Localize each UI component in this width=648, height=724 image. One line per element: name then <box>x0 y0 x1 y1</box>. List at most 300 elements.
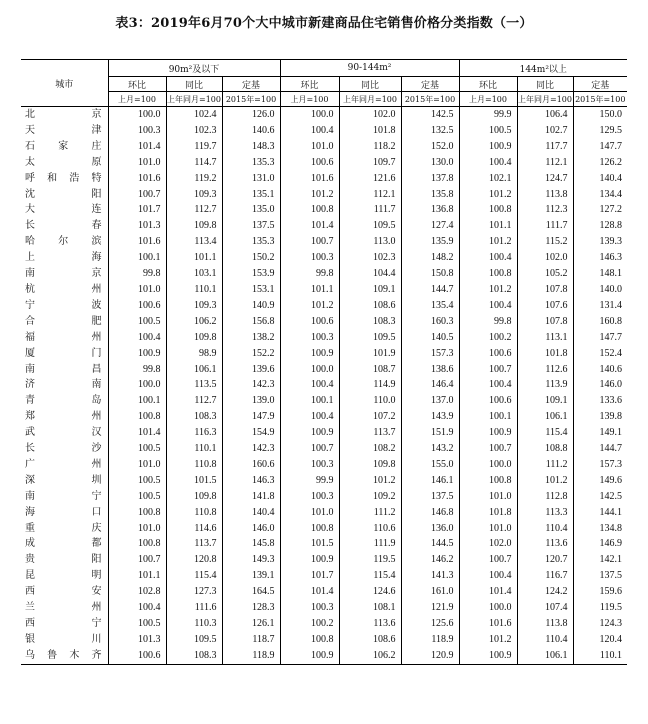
index-value: 107.2 <box>339 409 401 425</box>
table-row <box>21 298 627 314</box>
index-value: 102.7 <box>517 123 573 139</box>
index-value: 109.7 <box>339 155 401 171</box>
index-value: 100.1 <box>280 393 339 409</box>
table-row <box>21 648 627 664</box>
index-value: 160.8 <box>599 315 623 327</box>
index-value: 117.7 <box>517 139 573 155</box>
sub-header-mom: 环比 <box>280 77 339 92</box>
index-value: 113.7 <box>166 536 222 552</box>
index-value: 99.9 <box>459 107 517 123</box>
index-value: 118.9 <box>401 632 459 648</box>
city-name: 福州 <box>21 330 108 346</box>
table-row <box>21 362 627 378</box>
index-value: 120.4 <box>599 633 623 645</box>
index-value: 100.5 <box>108 616 166 632</box>
index-value: 127.2 <box>599 204 623 216</box>
city-name: 杭州 <box>21 282 108 298</box>
index-value: 106.1 <box>517 409 573 425</box>
index-value: 142.5 <box>599 490 623 502</box>
index-value: 100.0 <box>459 600 517 616</box>
index-value: 146.1 <box>401 473 459 489</box>
index-value: 100.4 <box>459 298 517 314</box>
index-value: 100.3 <box>280 600 339 616</box>
index-value: 101.0 <box>108 155 166 171</box>
index-value: 113.9 <box>517 377 573 393</box>
index-value: 100.6 <box>108 648 166 664</box>
table-row <box>21 584 627 600</box>
index-value: 101.7 <box>108 202 166 218</box>
sub-header-fixed: 定基 <box>573 77 627 92</box>
index-value: 101.2 <box>280 187 339 203</box>
index-value: 101.6 <box>108 234 166 250</box>
index-value: 153.9 <box>222 266 280 282</box>
index-value: 140.0 <box>599 283 623 295</box>
city-name: 北京 <box>21 107 108 123</box>
sub-header-mom: 环比 <box>459 77 517 92</box>
index-value: 115.2 <box>517 234 573 250</box>
index-value: 119.2 <box>166 171 222 187</box>
index-value: 100.2 <box>459 330 517 346</box>
index-value: 120.9 <box>401 648 459 664</box>
index-value: 113.1 <box>517 330 573 346</box>
index-value: 102.1 <box>459 171 517 187</box>
index-value: 100.5 <box>108 473 166 489</box>
index-value: 144.7 <box>401 282 459 298</box>
index-value: 124.7 <box>517 171 573 187</box>
base-header-mom: 上月=100 <box>108 92 166 107</box>
index-value: 100.8 <box>459 266 517 282</box>
index-value: 150.8 <box>401 266 459 282</box>
index-value: 98.9 <box>166 346 222 362</box>
index-value: 109.8 <box>166 218 222 234</box>
index-value: 115.4 <box>339 568 401 584</box>
index-value: 101.8 <box>339 123 401 139</box>
index-value: 155.0 <box>401 457 459 473</box>
city-name: 武汉 <box>21 425 108 441</box>
index-value: 101.5 <box>166 473 222 489</box>
table-row <box>21 377 627 393</box>
index-value: 119.5 <box>599 602 623 614</box>
index-value: 100.8 <box>459 473 517 489</box>
index-value: 100.4 <box>459 155 517 171</box>
index-value: 100.8 <box>280 632 339 648</box>
group-header-large: 144m²以上 <box>459 60 627 77</box>
index-value: 143.9 <box>401 409 459 425</box>
index-value: 100.4 <box>280 409 339 425</box>
sub-header-yoy: 同比 <box>517 77 573 92</box>
index-value: 100.9 <box>459 648 517 664</box>
index-value: 157.3 <box>401 346 459 362</box>
index-value: 141.8 <box>222 489 280 505</box>
index-value: 111.7 <box>517 218 573 234</box>
index-value: 135.4 <box>401 298 459 314</box>
index-value: 101.2 <box>459 187 517 203</box>
index-value: 131.0 <box>222 171 280 187</box>
index-value: 110.8 <box>166 505 222 521</box>
table-row <box>21 266 627 282</box>
city-name: 太原 <box>21 155 108 171</box>
table-row <box>21 616 627 632</box>
index-value: 161.0 <box>401 584 459 600</box>
index-value: 120.7 <box>517 552 573 568</box>
index-value: 109.5 <box>339 218 401 234</box>
index-value: 144.1 <box>599 506 623 518</box>
table-row <box>21 552 627 568</box>
table-row <box>21 441 627 457</box>
price-index-table <box>21 59 627 665</box>
index-value: 100.3 <box>280 457 339 473</box>
index-value: 108.7 <box>339 362 401 378</box>
city-name: 天津 <box>21 123 108 139</box>
sub-header-mom: 环比 <box>108 77 166 92</box>
index-value: 110.4 <box>517 521 573 537</box>
index-value: 139.0 <box>222 393 280 409</box>
index-value: 100.9 <box>108 346 166 362</box>
index-value: 100.7 <box>280 441 339 457</box>
group-header-small: 90m²及以下 <box>108 60 280 77</box>
index-value: 150.0 <box>599 109 623 120</box>
city-name: 成都 <box>21 536 108 552</box>
index-value: 101.2 <box>517 473 573 489</box>
index-value: 148.1 <box>599 268 623 280</box>
index-value: 126.1 <box>222 616 280 632</box>
base-header-yoy: 上年同月=100 <box>517 92 573 107</box>
city-name: 深圳 <box>21 473 108 489</box>
index-value: 104.4 <box>339 266 401 282</box>
index-value: 109.8 <box>166 489 222 505</box>
index-value: 106.1 <box>517 648 573 664</box>
index-value: 100.0 <box>280 107 339 123</box>
city-name: 广州 <box>21 457 108 473</box>
index-value: 112.1 <box>339 187 401 203</box>
index-value: 110.1 <box>599 649 623 661</box>
index-value: 100.6 <box>108 298 166 314</box>
index-value: 100.9 <box>280 425 339 441</box>
index-value: 154.9 <box>222 425 280 441</box>
city-column-header: 城市 <box>21 60 108 107</box>
index-value: 157.3 <box>599 458 623 470</box>
index-value: 126.2 <box>599 156 623 168</box>
index-value: 100.6 <box>280 314 339 330</box>
index-value: 126.0 <box>222 107 280 123</box>
city-name: 上海 <box>21 250 108 266</box>
table-row <box>21 202 627 218</box>
index-value: 107.8 <box>517 314 573 330</box>
index-value: 135.8 <box>401 187 459 203</box>
city-name: 西安 <box>21 584 108 600</box>
index-value: 99.8 <box>108 266 166 282</box>
index-value: 114.6 <box>166 521 222 537</box>
index-value: 142.3 <box>222 377 280 393</box>
city-name: 重庆 <box>21 521 108 537</box>
index-value: 108.1 <box>339 600 401 616</box>
index-value: 101.0 <box>459 489 517 505</box>
city-name: 郑州 <box>21 409 108 425</box>
index-value: 113.7 <box>339 425 401 441</box>
index-value: 110.1 <box>166 282 222 298</box>
index-value: 135.3 <box>222 234 280 250</box>
index-value: 102.4 <box>166 107 222 123</box>
index-value: 139.3 <box>599 236 623 248</box>
index-value: 137.0 <box>401 393 459 409</box>
table-row <box>21 234 627 250</box>
city-name: 乌鲁木齐 <box>21 648 108 664</box>
index-value: 145.8 <box>222 536 280 552</box>
index-value: 144.7 <box>599 443 623 455</box>
index-value: 102.3 <box>166 123 222 139</box>
index-value: 101.3 <box>108 218 166 234</box>
index-value: 160.6 <box>222 457 280 473</box>
index-value: 101.2 <box>459 282 517 298</box>
index-value: 142.3 <box>222 441 280 457</box>
index-value: 142.1 <box>599 554 623 566</box>
index-value: 100.0 <box>108 107 166 123</box>
index-value: 156.8 <box>222 314 280 330</box>
table-row <box>21 282 627 298</box>
index-value: 111.2 <box>339 505 401 521</box>
index-value: 113.3 <box>517 505 573 521</box>
index-value: 99.8 <box>280 266 339 282</box>
index-value: 111.9 <box>339 536 401 552</box>
index-value: 110.3 <box>166 616 222 632</box>
index-value: 135.9 <box>401 234 459 250</box>
index-value: 99.9 <box>280 473 339 489</box>
table-row <box>21 123 627 139</box>
index-value: 107.4 <box>517 600 573 616</box>
index-value: 100.4 <box>280 377 339 393</box>
index-value: 113.8 <box>517 616 573 632</box>
index-value: 101.0 <box>280 139 339 155</box>
table-row <box>21 250 627 266</box>
index-value: 132.5 <box>401 123 459 139</box>
index-value: 106.4 <box>517 107 573 123</box>
base-header-yoy: 上年同月=100 <box>166 92 222 107</box>
index-value: 101.8 <box>459 505 517 521</box>
index-value: 100.8 <box>108 409 166 425</box>
sub-header-yoy: 同比 <box>339 77 401 92</box>
index-value: 149.3 <box>222 552 280 568</box>
city-name: 西宁 <box>21 616 108 632</box>
city-name: 海口 <box>21 505 108 521</box>
index-value: 100.3 <box>280 489 339 505</box>
index-value: 100.8 <box>280 202 339 218</box>
index-value: 101.2 <box>459 632 517 648</box>
index-value: 103.1 <box>166 266 222 282</box>
index-value: 120.8 <box>166 552 222 568</box>
index-value: 112.8 <box>517 489 573 505</box>
table-row <box>21 632 627 648</box>
index-value: 107.6 <box>517 298 573 314</box>
index-value: 108.6 <box>339 298 401 314</box>
index-value: 128.3 <box>222 600 280 616</box>
index-value: 101.1 <box>108 568 166 584</box>
index-value: 140.4 <box>222 505 280 521</box>
index-value: 113.4 <box>166 234 222 250</box>
table-row <box>21 425 627 441</box>
index-value: 110.6 <box>339 521 401 537</box>
index-value: 100.3 <box>280 330 339 346</box>
index-value: 115.4 <box>517 425 573 441</box>
table-row <box>21 330 627 346</box>
index-value: 160.3 <box>401 314 459 330</box>
index-value: 100.4 <box>459 568 517 584</box>
table-row <box>21 489 627 505</box>
index-value: 121.6 <box>339 171 401 187</box>
sub-header-fixed: 定基 <box>401 77 459 92</box>
index-value: 108.2 <box>339 441 401 457</box>
city-name: 贵阳 <box>21 552 108 568</box>
index-value: 137.5 <box>599 570 623 582</box>
index-value: 140.4 <box>599 172 623 184</box>
index-value: 100.5 <box>108 489 166 505</box>
index-value: 100.4 <box>108 600 166 616</box>
sub-header-yoy: 同比 <box>166 77 222 92</box>
index-value: 101.3 <box>108 632 166 648</box>
index-value: 100.4 <box>108 330 166 346</box>
index-value: 147.7 <box>599 140 623 152</box>
index-value: 100.4 <box>280 123 339 139</box>
index-value: 101.9 <box>339 346 401 362</box>
table-row <box>21 155 627 171</box>
index-value: 146.2 <box>401 552 459 568</box>
index-value: 101.2 <box>339 473 401 489</box>
table-row <box>21 473 627 489</box>
index-value: 112.7 <box>166 202 222 218</box>
index-value: 140.9 <box>222 298 280 314</box>
city-name: 宁波 <box>21 298 108 314</box>
index-value: 131.4 <box>599 299 623 311</box>
index-value: 159.6 <box>599 586 623 598</box>
index-value: 142.5 <box>401 107 459 123</box>
index-value: 121.9 <box>401 600 459 616</box>
index-value: 100.7 <box>459 552 517 568</box>
index-value: 146.3 <box>222 473 280 489</box>
index-value: 139.8 <box>599 411 623 423</box>
city-name: 哈尔滨 <box>21 234 108 250</box>
index-value: 100.6 <box>459 346 517 362</box>
index-value: 101.4 <box>459 584 517 600</box>
index-value: 100.0 <box>459 457 517 473</box>
table-row <box>21 171 627 187</box>
index-value: 101.6 <box>459 616 517 632</box>
index-value: 100.1 <box>108 250 166 266</box>
index-value: 109.8 <box>339 457 401 473</box>
city-name: 沈阳 <box>21 187 108 203</box>
index-value: 125.6 <box>401 616 459 632</box>
table-row <box>21 457 627 473</box>
index-value: 110.0 <box>339 393 401 409</box>
index-value: 119.7 <box>166 139 222 155</box>
index-value: 127.4 <box>401 218 459 234</box>
index-value: 111.7 <box>339 202 401 218</box>
index-value: 134.8 <box>599 522 623 534</box>
index-value: 100.8 <box>108 505 166 521</box>
index-value: 124.6 <box>339 584 401 600</box>
index-value: 101.0 <box>108 282 166 298</box>
index-value: 135.3 <box>222 155 280 171</box>
index-value: 101.1 <box>459 218 517 234</box>
index-value: 113.5 <box>166 377 222 393</box>
index-value: 115.4 <box>166 568 222 584</box>
city-name: 呼和浩特 <box>21 171 108 187</box>
city-name: 大连 <box>21 202 108 218</box>
index-value: 129.5 <box>599 124 623 136</box>
index-value: 146.4 <box>401 377 459 393</box>
index-value: 113.6 <box>517 536 573 552</box>
index-value: 101.0 <box>459 521 517 537</box>
index-value: 111.6 <box>166 600 222 616</box>
index-value: 101.5 <box>280 536 339 552</box>
index-value: 164.5 <box>222 584 280 600</box>
index-value: 109.1 <box>339 282 401 298</box>
table-row <box>21 218 627 234</box>
index-value: 114.7 <box>166 155 222 171</box>
table-row <box>21 393 627 409</box>
index-value: 118.2 <box>339 139 401 155</box>
city-name: 石家庄 <box>21 139 108 155</box>
index-value: 109.5 <box>339 330 401 346</box>
index-value: 100.7 <box>459 441 517 457</box>
index-value: 101.4 <box>280 584 339 600</box>
index-value: 144.5 <box>401 536 459 552</box>
index-value: 101.1 <box>166 250 222 266</box>
index-value: 108.3 <box>166 409 222 425</box>
index-value: 139.1 <box>222 568 280 584</box>
index-value: 153.1 <box>222 282 280 298</box>
index-value: 152.4 <box>599 347 623 359</box>
index-value: 100.5 <box>108 441 166 457</box>
index-value: 101.8 <box>517 346 573 362</box>
index-value: 107.8 <box>517 282 573 298</box>
index-value: 116.3 <box>166 425 222 441</box>
index-value: 124.2 <box>517 584 573 600</box>
index-value: 100.3 <box>280 250 339 266</box>
index-value: 99.8 <box>459 314 517 330</box>
base-header-fixed: 2015年=100 <box>222 92 280 107</box>
city-name: 合肥 <box>21 314 108 330</box>
index-value: 128.8 <box>599 220 623 232</box>
index-value: 146.0 <box>222 521 280 537</box>
index-value: 140.6 <box>222 123 280 139</box>
index-value: 102.8 <box>108 584 166 600</box>
index-value: 130.0 <box>401 155 459 171</box>
index-value: 100.1 <box>108 393 166 409</box>
index-value: 109.5 <box>166 632 222 648</box>
index-value: 101.4 <box>108 139 166 155</box>
index-value: 112.7 <box>166 393 222 409</box>
index-value: 100.6 <box>280 155 339 171</box>
index-value: 102.0 <box>339 107 401 123</box>
index-value: 99.8 <box>108 362 166 378</box>
city-name: 银川 <box>21 632 108 648</box>
index-value: 101.0 <box>108 457 166 473</box>
index-value: 102.3 <box>339 250 401 266</box>
index-value: 109.2 <box>339 489 401 505</box>
index-value: 140.6 <box>599 363 623 375</box>
base-header-fixed: 2015年=100 <box>401 92 459 107</box>
index-value: 143.2 <box>401 441 459 457</box>
table-title: 表3：2019年6月70个大中城市新建商品住宅销售价格分类指数（一） <box>115 16 533 31</box>
table-row <box>21 521 627 537</box>
index-value: 100.5 <box>108 314 166 330</box>
sub-header-fixed: 定基 <box>222 77 280 92</box>
index-value: 100.2 <box>280 616 339 632</box>
index-value: 106.1 <box>166 362 222 378</box>
group-header-medium: 90-144m² <box>280 60 459 77</box>
index-value: 101.2 <box>280 298 339 314</box>
index-value: 112.1 <box>517 155 573 171</box>
table-row <box>21 139 627 155</box>
